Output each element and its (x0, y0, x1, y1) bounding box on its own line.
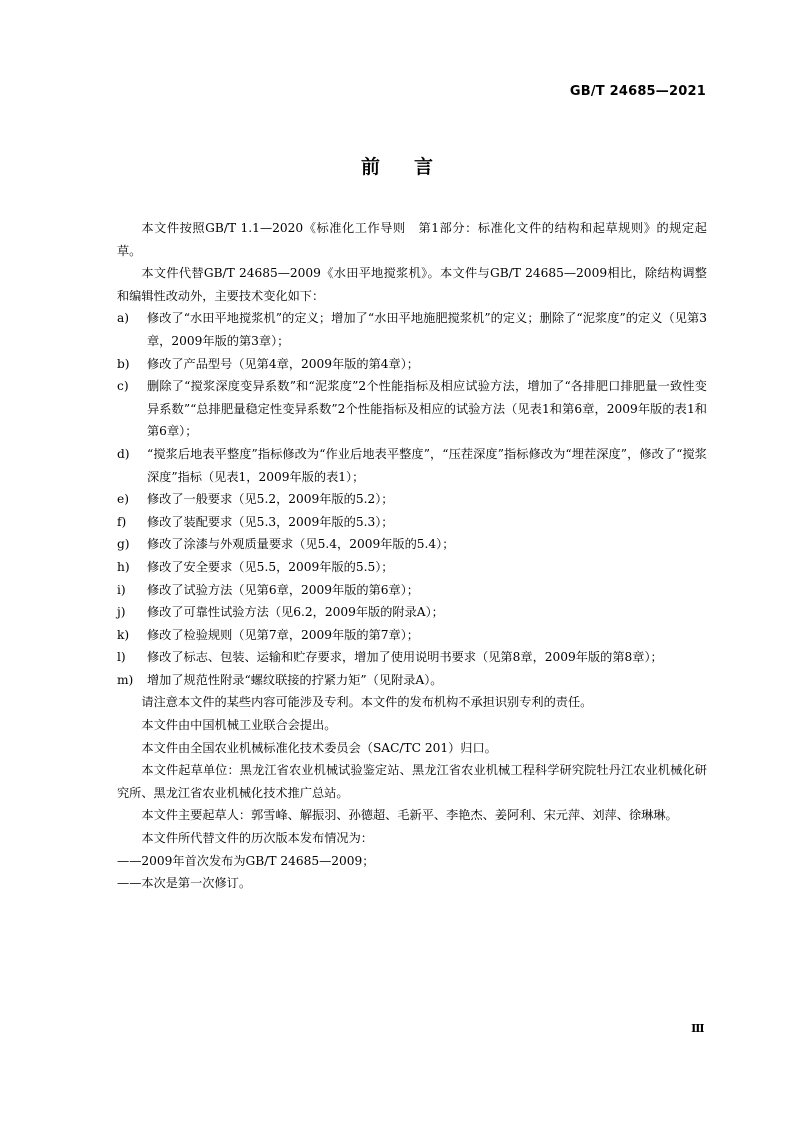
list-item-text: 修改了安全要求（见5.5，2009年版的5.5）； (147, 559, 394, 574)
list-item-marker: m) (117, 672, 134, 687)
list-item-text: 修改了一般要求（见5.2，2009年版的5.2）； (147, 492, 394, 507)
list-item (117, 533, 707, 556)
list-item (117, 375, 707, 443)
list-item-text: 修改了标志、包装、运输和贮存要求，增加了使用说明书要求（见第8章，2009年版的第8章）； (147, 650, 663, 665)
paragraph-drafting-rules: 本文件按照GB/T 1.1—2020《标准化工作导则 第1部分：标准化文件的结构和起草规则》的规定起草。 (117, 221, 707, 258)
page-number: Ⅲ (691, 1022, 704, 1035)
list-item-marker: h) (117, 559, 130, 574)
list-item (117, 488, 707, 511)
standard-number: GB/T 24685—2021 (569, 84, 706, 99)
list-item-text: 修改了“水田平地搅浆机”的定义；增加了“水田平地施肥搅浆机”的定义；删除了“泥浆度”的定义（见第3章，2009年版的第3章）； (147, 311, 707, 348)
patent-statement: 请注意本文件的某些内容可能涉及专利。本文件的发布机构不承担识别专利的责任。 (141, 695, 593, 710)
list-item (117, 669, 707, 692)
list-item (117, 556, 707, 579)
drafting-units-statement: 本文件起草单位：黑龙江省农业机械试验鉴定站、黑龙江省农业机械工程科学研究院牡丹江农业机械化研究所、黑龙江省农业机械化技术推广总站。 (117, 763, 707, 800)
drafters-statement: 本文件主要起草人：郭雪峰、解振羽、孙德超、毛新平、李艳杰、姜阿利、宋元萍、刘萍、徐琳琳。 (141, 808, 678, 823)
history-intro: 本文件所代替文件的历次版本发布情况为： (141, 831, 373, 846)
list-item-marker: g) (117, 537, 130, 552)
changes-list (117, 307, 707, 691)
page-title: 前言 (360, 156, 467, 178)
list-item-marker: f) (117, 514, 127, 529)
history-item: ——2009年首次发布为GB/T 24685—2009； (117, 853, 375, 868)
list-item-text: 修改了检验规则（见第7章，2009年版的第7章）； (147, 627, 419, 642)
list-item (117, 646, 707, 669)
list-item-marker: j) (117, 605, 126, 620)
list-item (117, 443, 707, 488)
list-item (117, 601, 707, 624)
list-item-text: 修改了涂漆与外观质量要求（见5.4，2009年版的5.4）； (147, 537, 455, 552)
list-item-marker: e) (117, 492, 129, 507)
list-item-text: 修改了产品型号（见第4章，2009年版的第4章）； (147, 356, 419, 371)
list-item-marker: l) (117, 650, 126, 665)
paragraph-replacement: 本文件代替GB/T 24685—2009《水田平地搅浆机》。本文件与GB/T 24685—2009相比，除结构调整和编辑性改动外，主要技术变化如下： (117, 266, 707, 303)
list-item-marker: k) (117, 627, 130, 642)
list-item-text: 增加了规范性附录“螺纹联接的拧紧力矩”（见附录A）。 (147, 672, 443, 687)
proposer-statement: 本文件由中国机械工业联合会提出。 (141, 718, 337, 733)
list-item-text: 修改了可靠性试验方法（见6.2，2009年版的附录A）； (147, 605, 444, 620)
foreword-body (117, 217, 707, 895)
list-item (117, 353, 707, 376)
list-item-marker: i) (117, 582, 126, 597)
list-item (117, 624, 707, 647)
list-item-text: “搅浆后地表平整度”指标修改为“作业后地表平整度”，“压茬深度”指标修改为“埋茬深度”，修改了“搅浆深度”指标（见表1，2009年版的表1）； (147, 446, 707, 484)
list-item-text: 删除了“搅浆深度变异系数”和“泥浆度”2个性能指标及相应试验方法，增加了“各排肥口排肥量一致性变异系数”“总排肥量稳定性变异系数”2个性能指标及相应的试验方法（见表1和第6章，2009年版的表1和第6章）； (147, 379, 707, 439)
list-item-marker: c) (117, 379, 129, 394)
list-item (117, 307, 707, 352)
list-item-text: 修改了试验方法（见第6章，2009年版的第6章）； (147, 582, 419, 597)
list-item-marker: d) (117, 446, 130, 461)
list-item (117, 579, 707, 602)
list-item-marker: b) (117, 356, 130, 371)
history-item: ——本次是第一次修订。 (117, 876, 252, 891)
list-item (117, 511, 707, 534)
list-item-marker: a) (117, 311, 130, 326)
list-item-text: 修改了装配要求（见5.3，2009年版的5.3）； (147, 514, 394, 529)
committee-statement: 本文件由全国农业机械标准化技术委员会（SAC/TC 201）归口。 (141, 740, 497, 755)
